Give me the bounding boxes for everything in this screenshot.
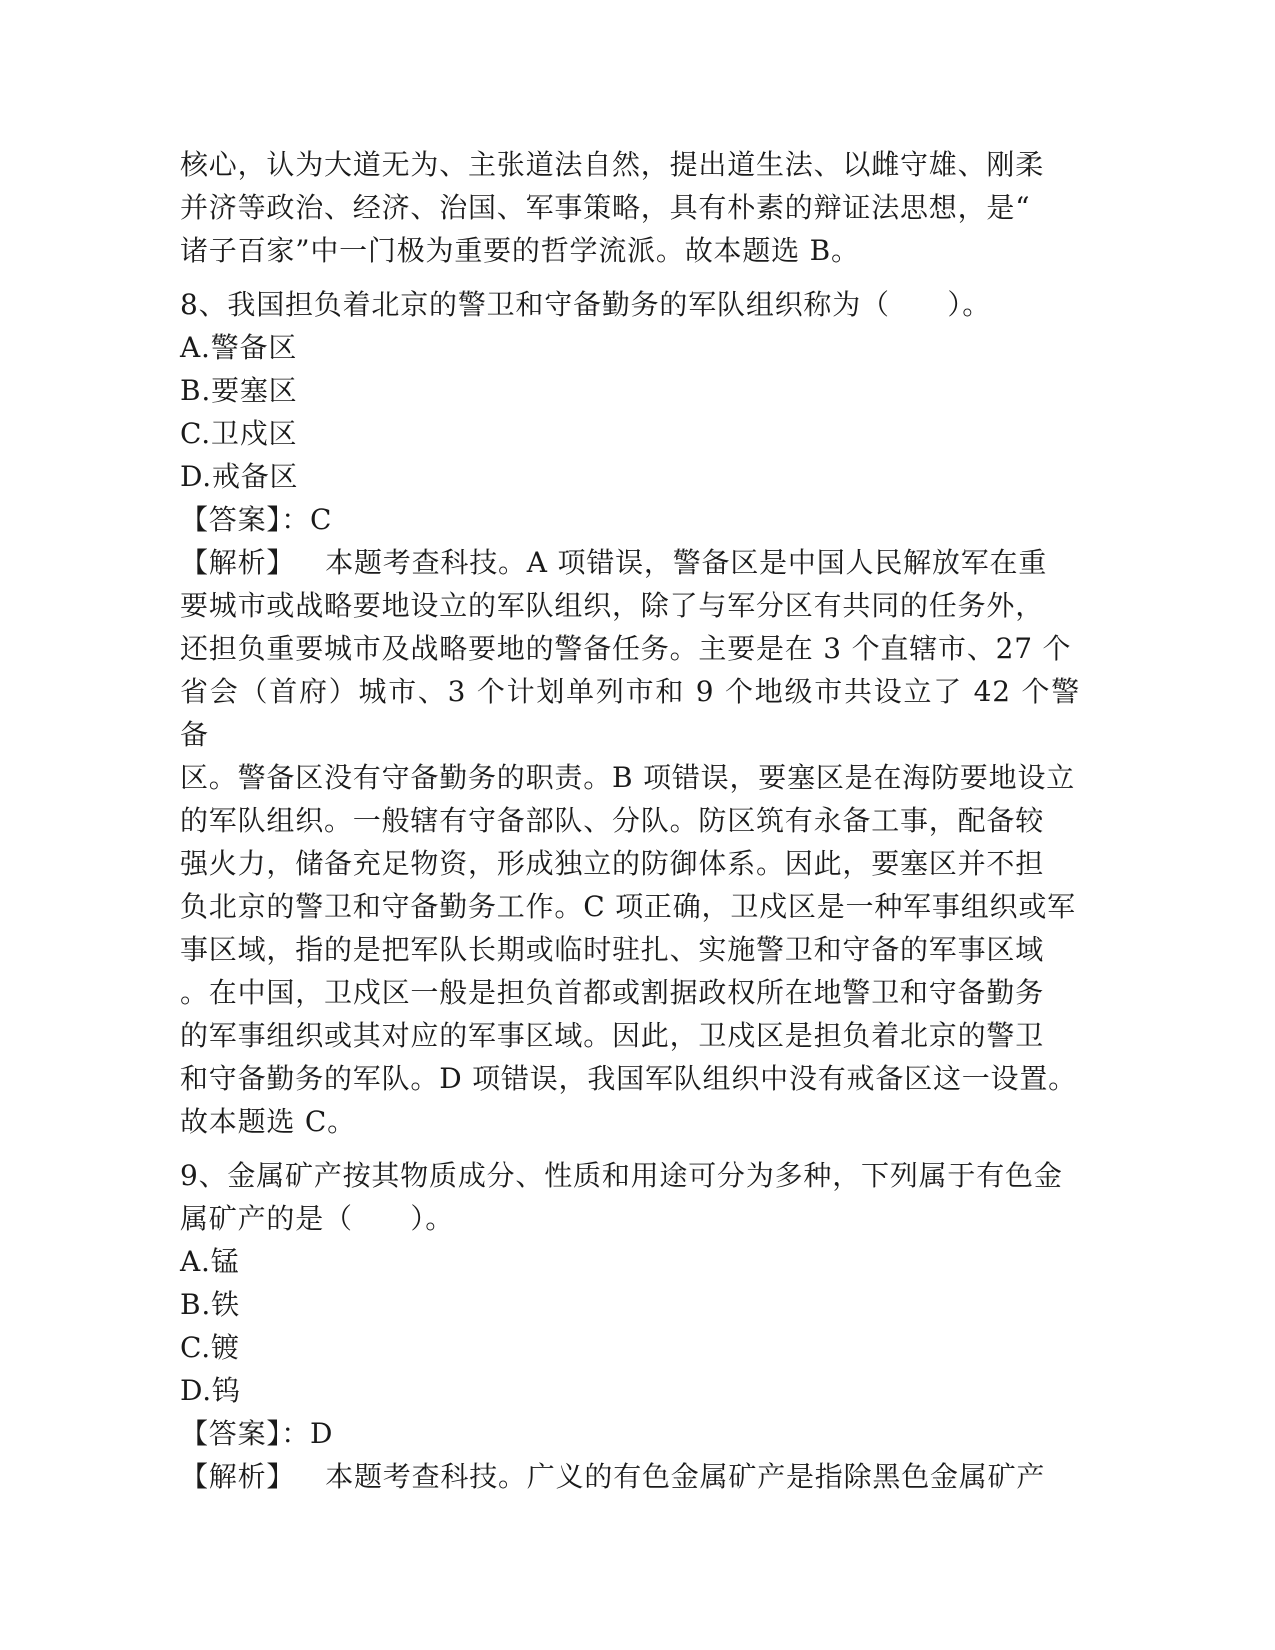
intro-line: 诸子百家”中一门极为重要的哲学流派。故本题选 B。 bbox=[180, 234, 860, 267]
analysis-text: 本题考查科技。A 项错误，警备区是中国人民解放军在重 bbox=[325, 546, 1048, 579]
analysis bbox=[180, 1455, 1080, 1498]
intro-line: 并济等政治、经济、治国、军事策略，具有朴素的辩证法思想，是“ bbox=[180, 191, 1031, 224]
question-8 bbox=[180, 283, 1080, 1143]
analysis-line: 强火力，储备充足物资，形成独立的防御体系。因此，要塞区并不担 bbox=[180, 847, 1045, 880]
intro-paragraph bbox=[180, 143, 1080, 272]
analysis-line: 和守备勤务的军队。D 项错误，我国军队组织中没有戒备区这一设置。 bbox=[180, 1062, 1077, 1095]
option-d: D.戒备区 bbox=[180, 460, 299, 493]
analysis-line: 。在中国，卫戍区一般是担负首都或割据政权所在地警卫和守备勤务 bbox=[180, 976, 1045, 1009]
analysis-label: 【解析】 bbox=[180, 1460, 296, 1493]
question-stem: 9、金属矿产按其物质成分、性质和用途可分为多种，下列属于有色金 bbox=[180, 1159, 1063, 1192]
analysis-line bbox=[180, 541, 1080, 584]
document-page bbox=[180, 143, 1080, 1498]
analysis-line: 区。警备区没有守备勤务的职责。B 项错误，要塞区是在海防要地设立 bbox=[180, 761, 1076, 794]
question-stem: 属矿产的是（ ）。 bbox=[180, 1202, 455, 1235]
option-c: C.卫戍区 bbox=[180, 417, 298, 450]
analysis-line: 的军事组织或其对应的军事区域。因此，卫戍区是担负着北京的警卫 bbox=[180, 1019, 1045, 1052]
analysis-line: 故本题选 C。 bbox=[180, 1105, 356, 1138]
analysis-text: 本题考查科技。广义的有色金属矿产是指除黑色金属矿产 bbox=[325, 1460, 1046, 1493]
analysis-line: 要城市或战略要地设立的军队组织，除了与军分区有共同的任务外， bbox=[180, 589, 1045, 622]
analysis-line: 省会（首府）城市、3 个计划单列市和 9 个地级市共设立了 42 个警备 bbox=[180, 675, 1080, 751]
analysis-line bbox=[180, 1455, 1080, 1498]
analysis-line: 负北京的警卫和守备勤务工作。C 项正确，卫戍区是一种军事组织或军 bbox=[180, 890, 1076, 923]
question-9 bbox=[180, 1154, 1080, 1498]
answer-label: 【答案】： bbox=[180, 1417, 311, 1450]
analysis bbox=[180, 541, 1080, 1143]
answer-line bbox=[180, 1412, 1080, 1455]
answer-value: D bbox=[310, 1417, 334, 1450]
option-b: B.要塞区 bbox=[180, 374, 298, 407]
intro-line: 核心，认为大道无为、主张道法自然，提出道生法、以雌守雄、刚柔 bbox=[180, 148, 1045, 181]
analysis-line: 的军队组织。一般辖有守备部队、分队。防区筑有永备工事，配备较 bbox=[180, 804, 1045, 837]
option-a: A.警备区 bbox=[180, 331, 298, 364]
answer-value: C bbox=[310, 503, 333, 536]
option-d: D.钨 bbox=[180, 1374, 241, 1407]
analysis-line: 事区域，指的是把军队长期或临时驻扎、实施警卫和守备的军事区域 bbox=[180, 933, 1045, 966]
option-c: C.镀 bbox=[180, 1331, 240, 1364]
option-b: B.铁 bbox=[180, 1288, 240, 1321]
analysis-label: 【解析】 bbox=[180, 546, 296, 579]
analysis-line: 还担负重要城市及战略要地的警备任务。主要是在 3 个直辖市、27 个 bbox=[180, 632, 1072, 665]
question-stem: 8、我国担负着北京的警卫和守备勤务的军队组织称为（ ）。 bbox=[180, 288, 992, 321]
answer-label: 【答案】： bbox=[180, 503, 311, 536]
option-a: A.锰 bbox=[180, 1245, 240, 1278]
answer-line bbox=[180, 498, 1080, 541]
